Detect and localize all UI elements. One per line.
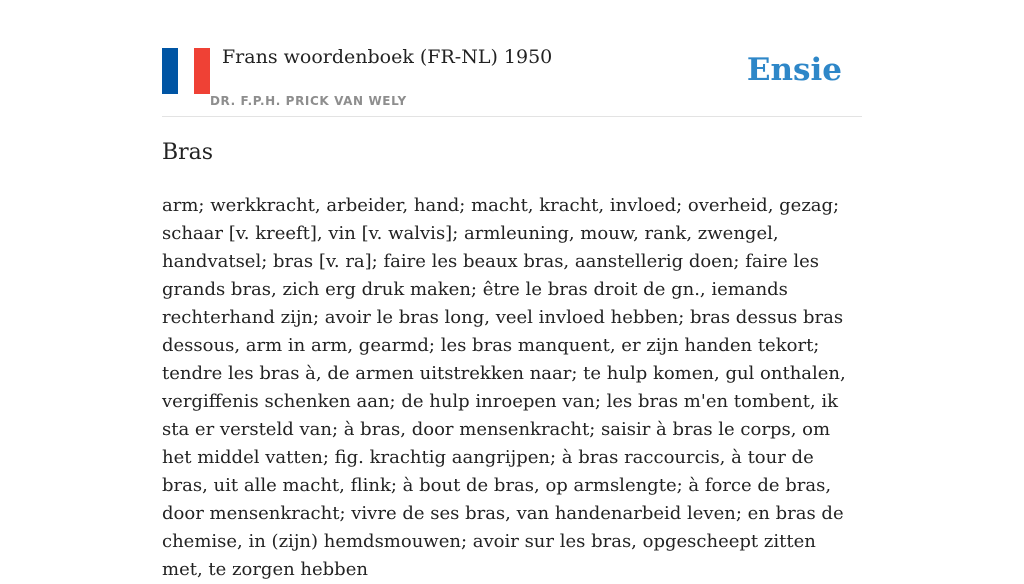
- dictionary-author: DR. F.P.H. PRICK VAN WELY: [210, 94, 407, 108]
- french-flag-icon: [162, 48, 210, 94]
- entry-headword: Bras: [162, 140, 214, 165]
- dictionary-header: [162, 44, 862, 117]
- ensie-logo-link[interactable]: Ensie: [746, 52, 842, 88]
- dictionary-title[interactable]: Frans woordenboek (FR-NL) 1950: [222, 46, 553, 68]
- entry-definition: arm; werkkracht, arbeider, hand; macht, kracht, invloed; overheid, gezag; schaar [v. kreeft], vin [v. walvis]; armleuning, mouw, rank, zwengel, handvatsel; bras [v. ra]; faire les beaux bras, aanstellerig doen; faire les grands bras, zich erg druk maken; être le bras droit de gn., iemands rechterhand zijn; avoir le bras long, veel invloed hebben; bras dessus bras dessous, arm in arm, gearmd; les bras manquent, er zijn handen tekort; tendre les bras à, de armen uitstrekken naar; te hulp komen, gul onthalen, vergiffenis schenken aan; de hulp inroepen van; les bras m'en tombent, ik sta er versteld van; à bras, door mensenkracht; saisir à bras le corps, om het middel vatten; fig. krachtig aangrijpen; à bras raccourcis, à tour de bras, uit alle macht, flink; à bout de bras, op armslengte; à force de bras, door mensenkracht; vivre de ses bras, van handenarbeid leven; en bras de chemise, in (zijn) hemdsmouwen; avoir sur les bras, opgescheept zitten met, te zorgen hebben: [162, 195, 846, 580]
